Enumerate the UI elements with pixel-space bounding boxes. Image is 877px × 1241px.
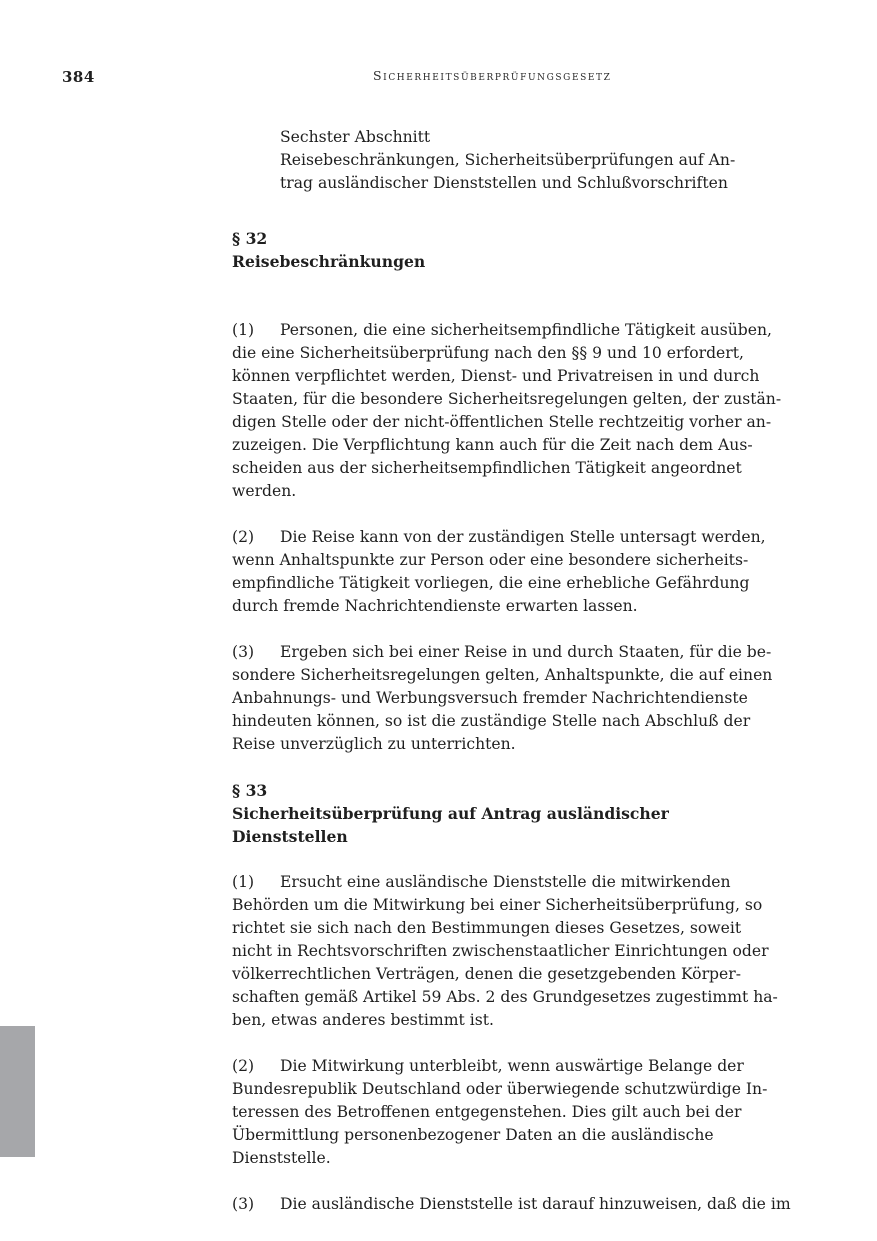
paragraph-number: (2)	[232, 1057, 255, 1075]
paragraph-line: zuzeigen. Die Verpflichtung kann auch für die Zeit nach dem Aus-	[232, 436, 753, 454]
chapter-title-line: trag ausländischer Dienststellen und Schlußvorschriften	[280, 174, 728, 192]
section-32-paragraph-1	[232, 319, 784, 503]
page-number: 384	[62, 68, 95, 86]
running-head: Sicherheitsüberprüfungsgesetz	[373, 68, 612, 83]
paragraph-number: (1)	[232, 873, 255, 891]
paragraph-line: scheiden aus der sicherheitsempfindlichen Tätigkeit angeordnet	[232, 459, 742, 477]
section-32-paragraph-3	[232, 641, 784, 756]
section-33-number: § 33	[232, 781, 268, 800]
paragraph-line: Bundesrepublik Deutschland oder überwiegende schutzwürdige In-	[232, 1080, 768, 1098]
paragraph-line: wenn Anhaltspunkte zur Person oder eine besondere sicherheits-	[232, 551, 749, 569]
paragraph-line: Die ausländische Dienststelle ist darauf hinzuweisen, daß die im	[280, 1195, 791, 1213]
chapter-title-line: Reisebeschränkungen, Sicherheitsüberprüfungen auf An-	[280, 151, 736, 169]
section-33-paragraph-2	[232, 1055, 784, 1170]
paragraph-line: die eine Sicherheitsüberprüfung nach den §§ 9 und 10 erfordert,	[232, 344, 744, 362]
paragraph-number: (3)	[232, 1195, 255, 1213]
paragraph-number: (1)	[232, 321, 255, 339]
paragraph-line: Übermittlung personenbezogener Daten an die ausländische	[232, 1126, 714, 1144]
chapter-label: Sechster Abschnitt	[280, 128, 431, 146]
paragraph-line: Dienststelle.	[232, 1149, 331, 1167]
paragraph-number: (3)	[232, 643, 255, 661]
paragraph-number: (2)	[232, 528, 255, 546]
paragraph-line: richtet sie sich nach den Bestimmungen dieses Gesetzes, soweit	[232, 919, 742, 937]
paragraph-line: können verpflichtet werden, Dienst- und Privatreisen in und durch	[232, 367, 760, 385]
paragraph-line: nicht in Rechtsvorschriften zwischenstaatlicher Einrichtungen oder	[232, 942, 769, 960]
section-33-title: Sicherheitsüberprüfung auf Antrag ausländischer Dienststellen	[232, 804, 669, 846]
paragraph-line: Anbahnungs- und Werbungsversuch fremder Nachrichtendienste	[232, 689, 748, 707]
section-32-number: § 32	[232, 229, 268, 248]
paragraph-line: Ersucht eine ausländische Dienststelle die mitwirkenden	[280, 873, 731, 891]
chapter-heading	[280, 126, 784, 195]
page-content	[232, 126, 791, 1216]
paragraph-line: durch fremde Nachrichtendienste erwarten lassen.	[232, 597, 638, 615]
paragraph-line: schaften gemäß Artikel 59 Abs. 2 des Grundgesetzes zugestimmt ha-	[232, 988, 778, 1006]
section-33-paragraph-3	[232, 1193, 791, 1216]
paragraph-line: Die Mitwirkung unterbleibt, wenn auswärtige Belange der	[280, 1057, 744, 1075]
paragraph-line: Behörden um die Mitwirkung bei einer Sicherheitsüberprüfung, so	[232, 896, 763, 914]
paragraph-line: teressen des Betroffenen entgegenstehen. Dies gilt auch bei der	[232, 1103, 742, 1121]
section-32-paragraph-2	[232, 526, 784, 618]
section-32-title: Reisebeschränkungen	[232, 252, 426, 271]
paragraph-line: völkerrechtlichen Verträgen, denen die gesetzgebenden Körper-	[232, 965, 741, 983]
paragraph-line: Die Reise kann von der zuständigen Stelle untersagt werden,	[280, 528, 766, 546]
paragraph-line: empfindliche Tätigkeit vorliegen, die eine erhebliche Gefährdung	[232, 574, 750, 592]
paragraph-line: Personen, die eine sicherheitsempfindliche Tätigkeit ausüben,	[280, 321, 772, 339]
paragraph-line: ben, etwas anderes bestimmt ist.	[232, 1011, 494, 1029]
paragraph-line: Reise unverzüglich zu unterrichten.	[232, 735, 516, 753]
paragraph-line: digen Stelle oder der nicht-öffentlichen Stelle rechtzeitig vorher an-	[232, 413, 772, 431]
paragraph-line: werden.	[232, 482, 297, 500]
paragraph-line: Ergeben sich bei einer Reise in und durch Staaten, für die be-	[280, 643, 772, 661]
paragraph-line: sondere Sicherheitsregelungen gelten, Anhaltspunkte, die auf einen	[232, 666, 773, 684]
paragraph-line: Staaten, für die besondere Sicherheitsregelungen gelten, der zustän-	[232, 390, 782, 408]
thumb-index-tab	[0, 1026, 35, 1157]
section-33-paragraph-1	[232, 871, 784, 1032]
paragraph-line: hindeuten können, so ist die zuständige Stelle nach Abschluß der	[232, 712, 751, 730]
